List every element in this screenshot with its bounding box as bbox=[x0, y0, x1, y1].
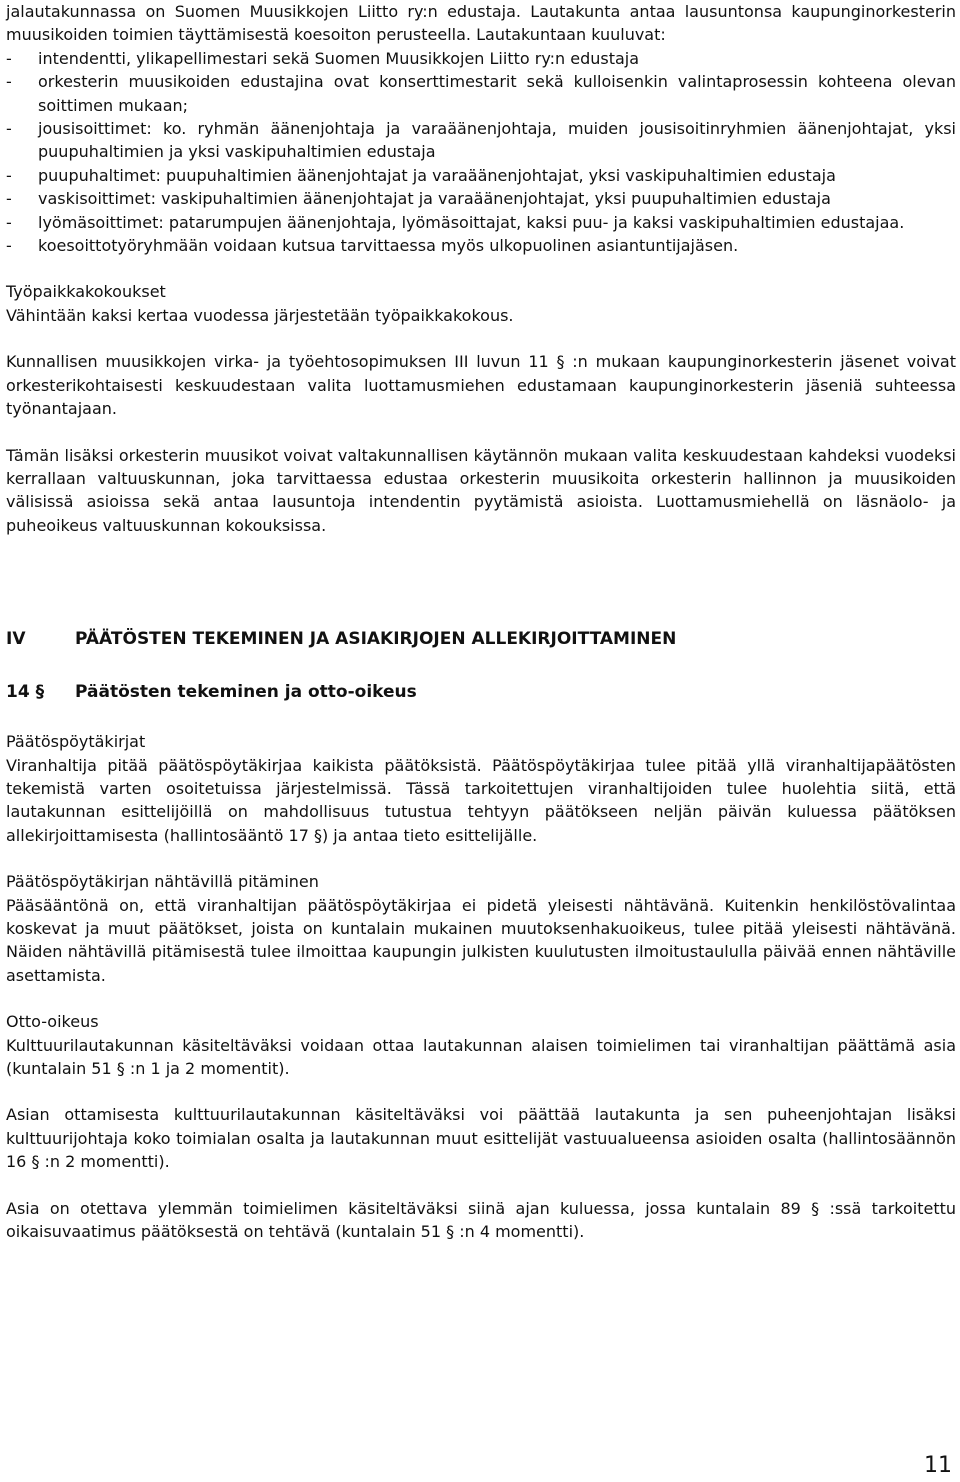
paatospoytakirjat-text: Viranhaltija pitää päätöspöytäkirjaa kaikista päätöksistä. Päätöspöytäkirjaa tulee pitää yllä viranhaltijapäätösten tekemistä varten osoitetuissa järjestelmissä. Tässä tarkoitettujen viranhaltijoiden tulee huolehtia siitä, että lautakunnan esittelijöillä on mahdollisuus tutustua tehtyyn päätökseen neljän päivän kuluessa päätöksen allekirjoittamisesta (hallintosääntö 17 §) ja antaa tieto esittelijälle. bbox=[6, 755, 956, 845]
list-item: - vaskisoittimet: vaskipuhaltimien äänenjohtajat ja varaäänenjohtajat, yksi puupuhaltimien edustaja bbox=[6, 189, 831, 209]
subheading-otto-oikeus: Otto-oikeus bbox=[6, 1012, 99, 1032]
section-14-heading: 14 § Päätösten tekeminen ja otto-oikeus bbox=[6, 682, 417, 703]
list-item: - jousisoittimet: ko. ryhmän äänenjohtaja ja varaäänenjohtaja, muiden jousisoitinryhmien äänenjohtajat, yksi puupuhaltimien ja yksi vaskipuhaltimien edustaja bbox=[6, 119, 956, 162]
section-iv-heading: IV PÄÄTÖSTEN TEKEMINEN JA ASIAKIRJOJEN ALLEKIRJOITTAMINEN bbox=[6, 629, 677, 650]
list-item: - orkesterin muusikoiden edustajina ovat konserttimestarit sekä kulloisenkin valintaprosessin kohteena olevan soittimen mukaan; bbox=[6, 72, 956, 115]
list-item: - intendentti, ylikapellimestari sekä Suomen Muusikkojen Liitto ry:n edustaja bbox=[6, 48, 640, 68]
tyopaikkakokoukset-text: Vähintään kaksi kertaa vuodessa järjestetään työpaikkakokous. bbox=[6, 305, 514, 325]
page-number: 11 bbox=[924, 1453, 952, 1478]
otto-oikeus-text: Kulttuurilautakunnan käsiteltäväksi voidaan ottaa lautakunnan alaisen toimielimen tai viranhaltijan päättämä asia (kuntalain 51 § :n 1 ja 2 momentit). bbox=[6, 1035, 956, 1078]
committee-members-list bbox=[6, 47, 956, 258]
otto-oikeus-paragraph-3: Asia on otettava ylemmän toimielimen käsiteltäväksi siinä ajan kuluessa, jossa kuntalain 89 § :ssä tarkoitettu oikaisuvaatimus päätöksestä on tehtävä (kuntalain 51 § :n 4 momentti). bbox=[6, 1198, 956, 1242]
otto-oikeus-paragraph-2: Asian ottamisesta kulttuurilautakunnan käsiteltäväksi voi päättää lautakunta ja sen puheenjohtajan lisäksi kulttuurijohtaja koko toimialan osalta ja lautakunnan muut esittelijät vastuualueensa asioiden osalta (hallintosäännön 16 § :n 2 momentti). bbox=[6, 1105, 956, 1172]
intro-paragraph: jalautakunnassa on Suomen Muusikkojen Liitto ry:n edustaja. Lautakunta antaa lausuntonsa kaupunginorkesterin muusikoiden toimien täyttämisestä koesoiton perusteella. Lautakuntaan kuuluvat: bbox=[6, 2, 956, 45]
valtuuskunta-paragraph: Tämän lisäksi orkesterin muusikot voivat valtakunnallisen käytännön mukaan valita keskuudestaan kahdeksi vuodeksi kerrallaan valtuuskunnan, joka tarvittaessa edustaa orkesterin muusikoita orkesterin hallinnon ja muusikoiden välisissä asioissa sekä antaa lausuntoja intendentin pyytämistä asioista. Luottamusmiehellä on läsnäolo- ja puheoikeus valtuuskunnan kokouksissa. bbox=[6, 445, 956, 535]
subheading-tyopaikkakokoukset: Työpaikkakokoukset bbox=[6, 282, 166, 302]
list-item: - koesoittotyöryhmään voidaan kutsua tarvittaessa myös ulkopuolinen asiantuntijajäsen. bbox=[6, 236, 739, 256]
luottamusmies-paragraph: Kunnallisen muusikkojen virka- ja työehtosopimuksen III luvun 11 § :n mukaan kaupunginorkesterin jäsenet voivat orkesterikohtaisesti keskuudestaan valita luottamusmiehen edustamaan kaupunginorkesterin jäseniä suhteessa työnantajaan. bbox=[6, 352, 956, 419]
subheading-paatospoytakirjat: Päätöspöytäkirjat bbox=[6, 732, 146, 752]
list-item: - puupuhaltimet: puupuhaltimien äänenjohtajat ja varaäänenjohtajat, yksi vaskipuhaltimien edustaja bbox=[6, 165, 836, 185]
list-item: - lyömäsoittimet: patarumpujen äänenjohtaja, lyömäsoittajat, kaksi puu- ja kaksi vaskipuhaltimien edustajaa. bbox=[6, 212, 905, 232]
subheading-nahtavilla: Päätöspöytäkirjan nähtävillä pitäminen bbox=[6, 872, 319, 892]
nahtavilla-text: Pääsääntönä on, että viranhaltijan päätöspöytäkirjaa ei pidetä yleisesti nähtävänä. Kuitenkin henkilöstövalintaa koskevat ja muut päätökset, joista on kuntalain mukainen muutoksenhakuoikeus, tulee pitää yleisesti nähtävänä. Näiden nähtävillä pitämisestä tulee ilmoittaa kaupungin julkisten kuulutusten ilmoitustaululla päivää ennen nähtäville asettamista. bbox=[6, 895, 956, 985]
document-page bbox=[6, 0, 956, 1243]
